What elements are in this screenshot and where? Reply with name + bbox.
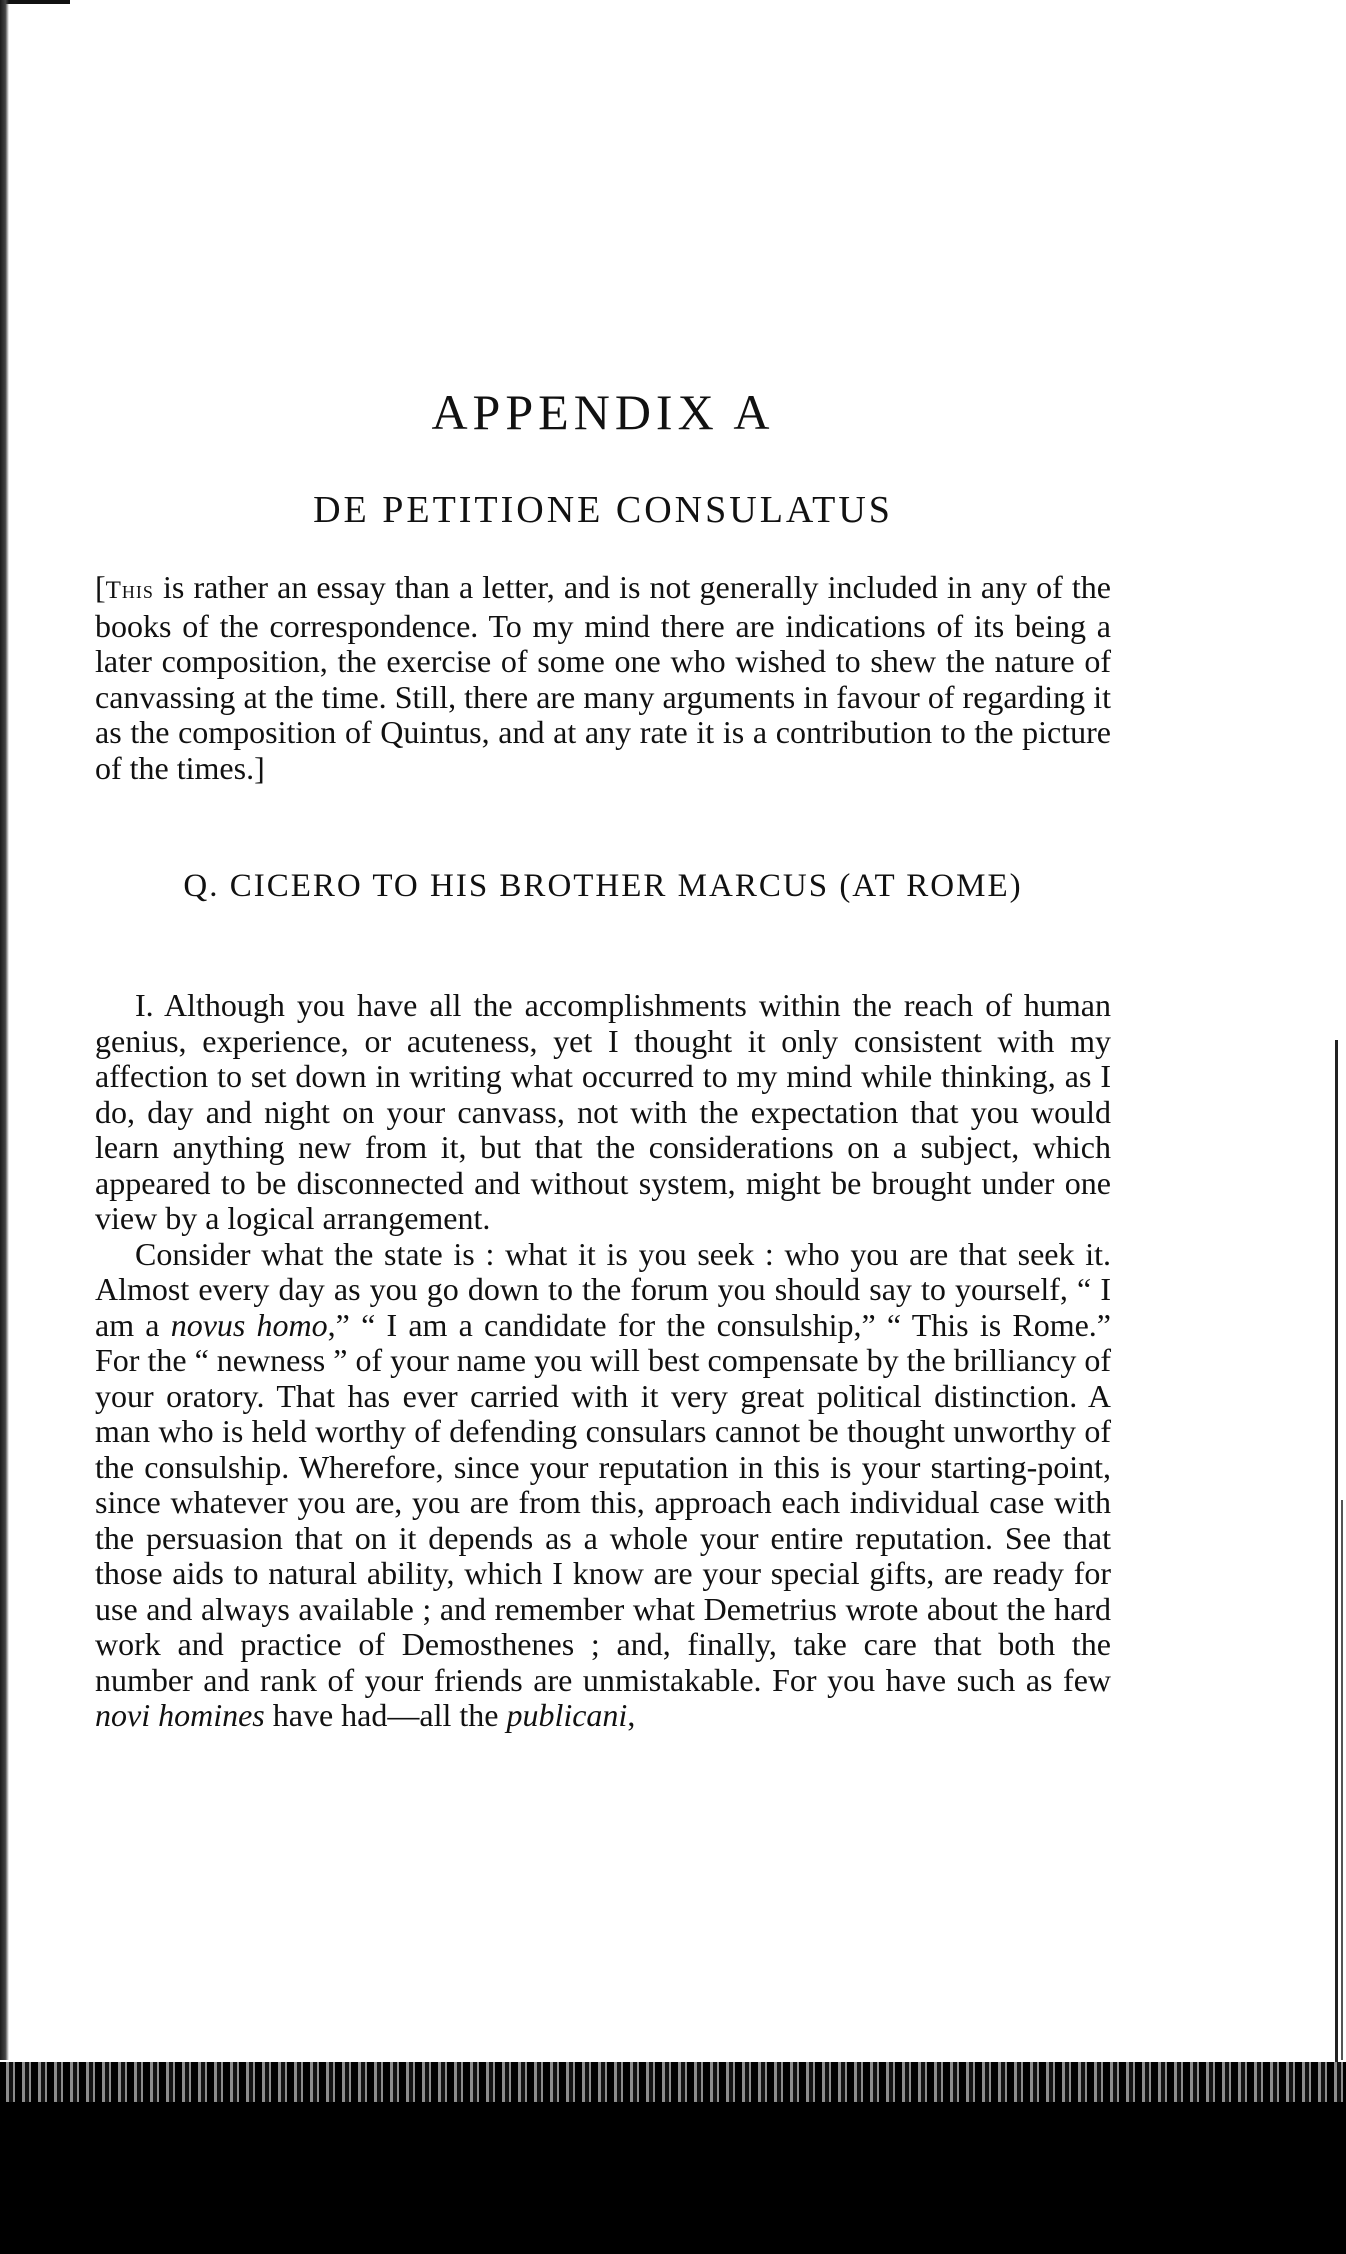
scan-right-margin-line bbox=[1335, 1040, 1338, 2070]
scan-corner-artifact bbox=[0, 0, 70, 4]
document-subtitle: DE PETITIONE CONSULATUS bbox=[313, 489, 893, 531]
letter-body bbox=[95, 988, 1111, 1734]
scan-bottom-edge-noise bbox=[6, 2062, 1346, 2102]
paragraph-2-part-1: Consider what the state is : what it is you seek : who you are that seek it. Almost every day as you go down to the forum you should say to yourself, “ I am a bbox=[95, 1235, 1111, 1343]
paragraph-2-italic-novi-homines: novi homines bbox=[95, 1697, 265, 1733]
intro-note bbox=[95, 570, 1111, 786]
paragraph-2-part-4: , bbox=[627, 1697, 636, 1733]
intro-small-caps-word: This bbox=[105, 577, 154, 604]
paragraph-2-part-2: ,” “ I am a candidate for the consulship,” “ This is Rome.” For the “ newness ” of your name you will best compensate by the brilliancy of your oratory. That has ever carried with it very great political distinction. A man who is held worthy of defending consulars cannot be thought unworthy of the consulship. Wherefore, since your reputation in this is your starting-point, since whatever you are, you are from this, approach each individual case with the persuasion that on it depends as a whole your entire reputation. See that those aids to natural ability, which I know are your special gifts, are ready for use and always available ; and remember what Demetrius wrote about the hard work and practice of Demosthenes ; and, finally, take care that both the number and rank of your friends are unmistakable. For you have such as few bbox=[95, 1306, 1112, 1698]
scan-binding-shadow bbox=[0, 0, 9, 2060]
intro-open-bracket: [ bbox=[95, 569, 106, 605]
scan-right-margin-line-secondary bbox=[1341, 1500, 1343, 2060]
paragraph-2-italic-publicani: publicani bbox=[506, 1697, 628, 1733]
letter-heading: Q. CICERO TO HIS BROTHER MARCUS (AT ROME) bbox=[183, 868, 1023, 904]
paragraph-1: I. Although you have all the accomplishments within the reach of human genius, experience, or acuteness, yet I thought it only consistent with my affection to set down in writing what occurred to my mind while thinking, as I do, day and night on your canvass, not with the expectation that you would learn anything new from it, but that the considerations on a subject, which appeared to be disconnected and without system, might be brought under one view by a logical arrangement. bbox=[95, 987, 1111, 1236]
paragraph-2 bbox=[95, 1237, 1111, 1734]
appendix-title: APPENDIX A bbox=[431, 384, 775, 440]
intro-text: is rather an essay than a letter, and is not generally included in any of the books of the correspondence. To my mind there are indications of its being a later composition, the exercise of some one who wished to shew the nature of canvassing at the time. Still, there are many arguments in favour of regarding it as the composition of Quintus, and at any rate it is a contribution to the picture of the times.] bbox=[95, 569, 1111, 786]
paragraph-2-part-3: have had—all the bbox=[264, 1697, 507, 1733]
paragraph-2-italic-novus-homo: novus homo bbox=[170, 1306, 328, 1343]
